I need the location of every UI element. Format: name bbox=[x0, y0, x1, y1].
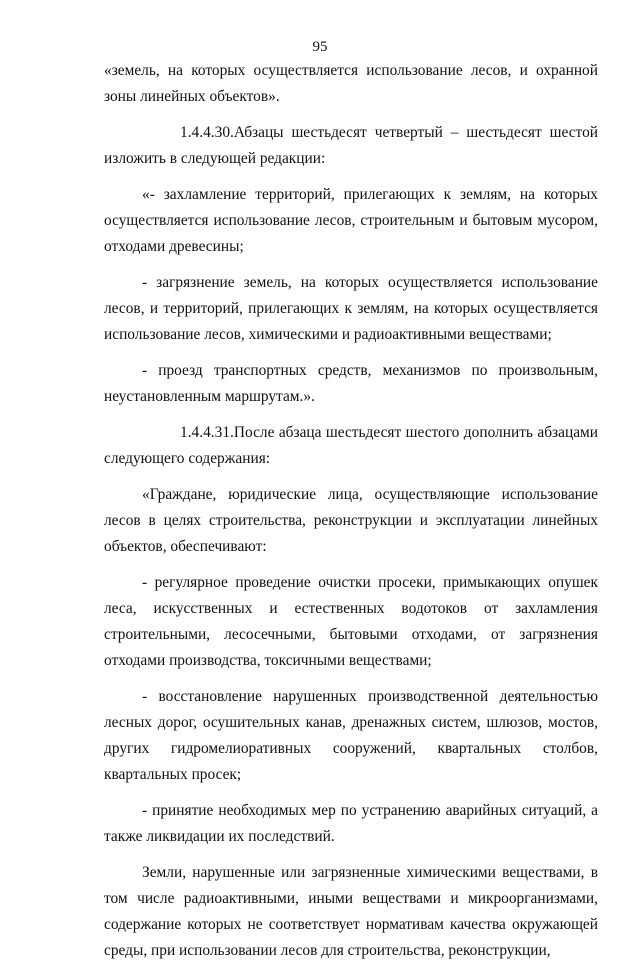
paragraph-disturbed-lands: Земли, нарушенные или загрязненные химическими веществами, в том числе радиоактивными, иными веществами и микроорганизмами, содержание которых не соответствует нормативам качества окружающей среды, при использовании лесов для строительства, реконструкции, bbox=[104, 864, 598, 959]
document-body bbox=[104, 58, 598, 964]
paragraph-item-pollution: - загрязнение земель, на которых осуществляется использование лесов, и территорий, прилегающих к землям, на которых осуществляется использование лесов, химическими и радиоактивными веществами; bbox=[104, 274, 598, 343]
clause-number: 1.4.4.30. bbox=[180, 124, 234, 141]
paragraph-item-cleaning: - регулярное проведение очистки просеки, примыкающих опушек леса, искусственных и естественных водотоков от захламления строительными, лесосечными, бытовыми отходами, от загрязнения отходами производства, токсичными веществами; bbox=[104, 574, 598, 669]
paragraph-amendment-30 bbox=[104, 120, 598, 172]
paragraph-item-vehicle-passage: - проезд транспортных средств, механизмов по произвольным, неустановленным маршрутам.». bbox=[104, 362, 598, 405]
paragraph-item-littering: «- захламление территорий, прилегающих к землям, на которых осуществляется использование лесов, строительным и бытовым мусором, отходами древесины; bbox=[104, 186, 598, 255]
page-number: 95 bbox=[312, 39, 328, 55]
paragraph-amendment-31 bbox=[104, 420, 598, 472]
clause-number: 1.4.4.31. bbox=[180, 424, 234, 441]
clause-text: Абзацы шестьдесят четвертый – шестьдесят шестой изложить в следующей редакции: bbox=[104, 124, 598, 167]
paragraph-item-restoration: - восстановление нарушенных производственной деятельностью лесных дорог, осушительных канав, дренажных систем, шлюзов, мостов, других гидромелиоративных сооружений, квартальных столбов, квартальных просек; bbox=[104, 688, 598, 783]
paragraph-obligations-intro: «Граждане, юридические лица, осуществляющие использование лесов в целях строительства, реконструкции и эксплуатации линейных объектов, обеспечивают: bbox=[104, 486, 598, 555]
clause-text: После абзаца шестьдесят шестого дополнить абзацами следующего содержания: bbox=[104, 424, 598, 467]
paragraph-item-emergency: - принятие необходимых мер по устранению аварийных ситуаций, а также ликвидации их последствий. bbox=[104, 802, 598, 845]
paragraph-continuation: «земель, на которых осуществляется использование лесов, и охранной зоны линейных объектов». bbox=[104, 62, 598, 105]
